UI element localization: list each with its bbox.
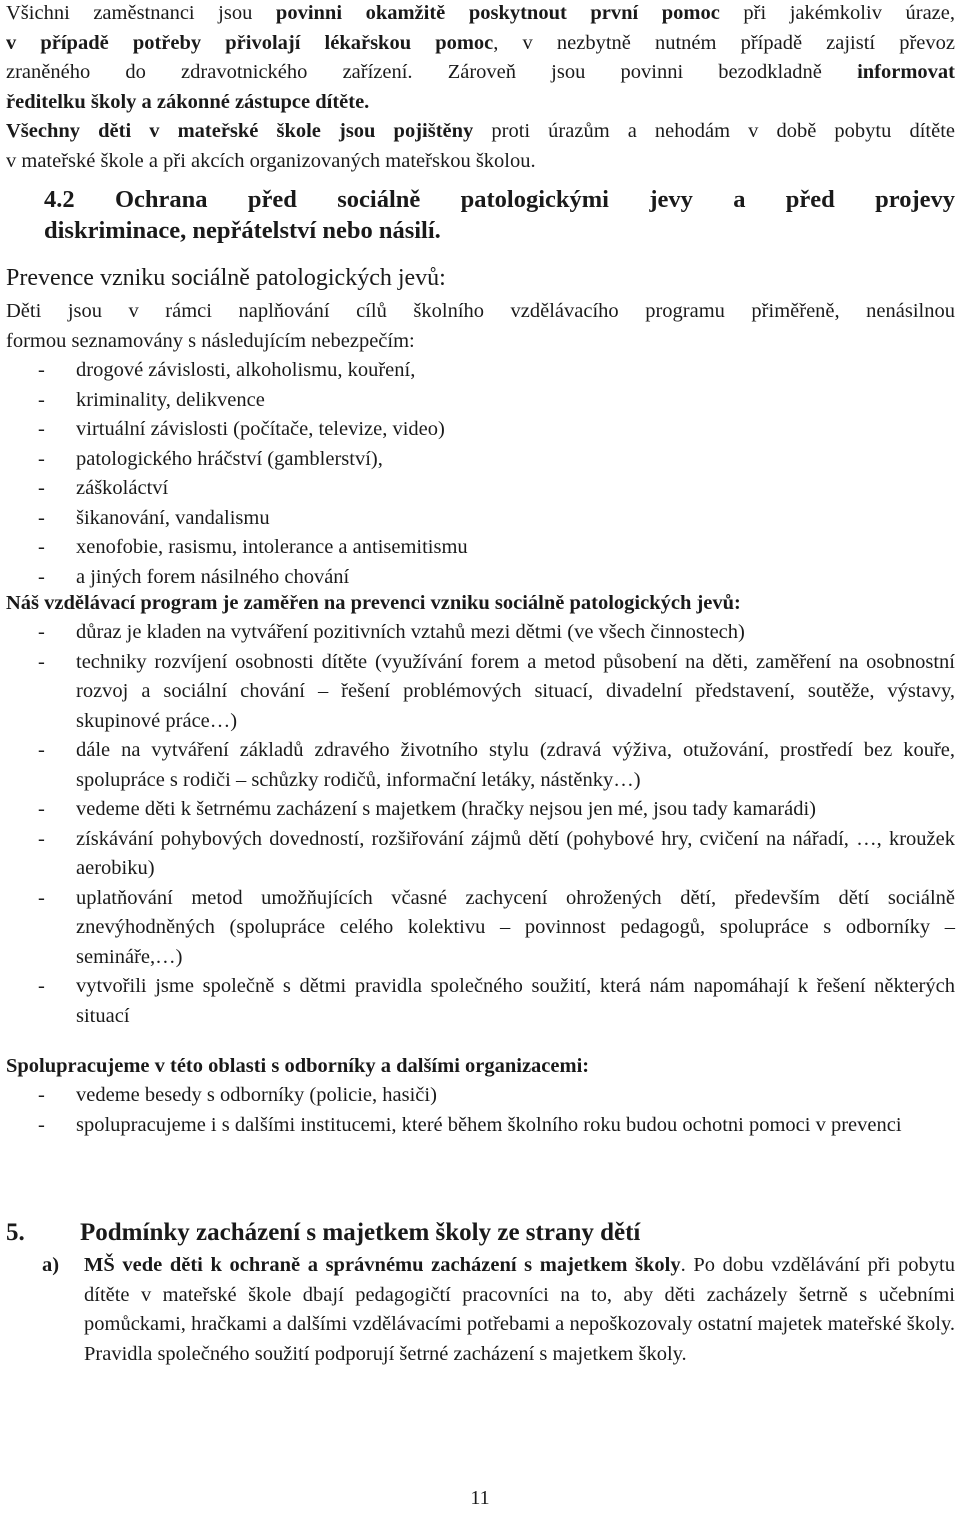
list-item-text: drogové závislosti, alkoholismu, kouření, xyxy=(76,359,416,381)
list-item-text: záškoláctví xyxy=(76,477,169,499)
intro-paragraph xyxy=(6,0,955,176)
section-heading-4-2 xyxy=(44,184,955,246)
list-item xyxy=(6,618,955,648)
item-body-text: . Po dobu vzdělávání při pobytu dítěte v mateřské škole dbají pedagogičtí pracovníci na to, aby děti zacházely šetrně s učebními pomůckami, hračkami a dalšími vzdělávacími potřebami a nepoškozovaly ostatní majetek mateřské školy. Pravidla společného soužití podporují šetrné zacházení s majetkem školy. xyxy=(84,1254,955,1365)
list-item-text: techniky rozvíjení osobnosti dítěte (využívání forem a metod působení na děti, zaměření na osobnostní rozvoj a sociální chování – řešení problémových situací, divadelní představení, soutěže, výstavy, skupinové práce…) xyxy=(76,650,955,732)
list-item xyxy=(6,1081,955,1111)
intro-text: při jakémkoliv úraze, xyxy=(719,2,955,24)
intro-line-5 xyxy=(6,117,955,147)
prevention-intro-line-2: formou seznamovány s následujícím nebezpečím: xyxy=(6,329,415,352)
list-item xyxy=(6,533,955,563)
intro-line-6 xyxy=(6,147,955,177)
intro-text: proti úrazům a nehodám v době pobytu dítěte xyxy=(473,120,955,142)
dash-bullet: - xyxy=(38,418,45,440)
list-item xyxy=(6,504,955,534)
insurance-bold-text: Všechny děti v mateřské škole jsou pojištěny xyxy=(6,120,474,142)
prevention-heading: Prevence vzniku sociálně patologických jevů: xyxy=(6,265,446,291)
dash-bullet: - xyxy=(38,1113,45,1136)
list-item xyxy=(6,795,955,825)
list-item xyxy=(6,972,955,1031)
intro-bold-text: informovat xyxy=(857,61,955,83)
dash-bullet: - xyxy=(38,477,45,499)
dash-bullet: - xyxy=(38,975,45,997)
list-item-text: spolupracujeme i s dalšími institucemi, které během školního roku budou ochotni pomoci v prevenci xyxy=(76,1113,902,1136)
program-heading: Náš vzdělávací program je zaměřen na prevenci vzniku sociálně patologických jevů: xyxy=(6,592,741,614)
list-item-text: uplatňování metod umožňujících včasné zachycení ohrožených dětí, především dětí sociálně znevýhodněných (spolupráce celého kolektivu – povinnost pedagogů, spolupráce s odborníky – semináře,…) xyxy=(76,886,955,968)
dangers-list xyxy=(6,356,955,592)
list-item xyxy=(6,736,955,795)
dash-bullet: - xyxy=(38,739,45,761)
dash-bullet: - xyxy=(38,447,45,470)
dash-bullet: - xyxy=(38,565,45,588)
intro-text: Všichni zaměstnanci jsou xyxy=(6,2,276,24)
list-item xyxy=(6,356,955,386)
intro-bold-text: ředitelku školy a zákonné zástupce dítěte. xyxy=(6,90,370,113)
list-item-text: a jiných forem násilného chování xyxy=(76,565,350,588)
list-item-text: vytvořili jsme společně s dětmi pravidla společného soužití, která nám napomáhají k řešení některých situací xyxy=(76,975,955,1027)
section-number: 5. xyxy=(6,1219,25,1246)
dash-bullet: - xyxy=(38,536,45,558)
heading-line-1: 4.2 Ochrana před sociálně patologickými jevy a před projevy xyxy=(44,186,955,213)
intro-bold-text: povinni okamžitě poskytnout první pomoc xyxy=(275,2,720,24)
list-item-text: xenofobie, rasismu, intolerance a antisemitismu xyxy=(76,536,468,558)
list-item xyxy=(6,474,955,504)
intro-line-4 xyxy=(6,88,955,118)
list-item xyxy=(6,1111,955,1141)
list-item-text: získávání pohybových dovedností, rozšiřování zájmů dětí (pohybové hry, cvičení na nářadí, …, kroužek aerobiku) xyxy=(76,827,955,879)
dash-bullet: - xyxy=(38,359,45,381)
list-item-text: dále na vytváření základů zdravého životního stylu (zdravá výživa, otužování, prostředí bez kouře, spolupráce s rodiči – schůzky rodičů, informační letáky, nástěnky…) xyxy=(76,739,955,791)
list-item-text: vedeme besedy s odborníky (policie, hasiči) xyxy=(76,1084,437,1106)
list-item-text: důraz je kladen na vytváření pozitivních vztahů mezi dětmi (ve všech činnostech) xyxy=(76,621,745,643)
section-heading-5 xyxy=(6,1216,955,1250)
list-item xyxy=(6,415,955,445)
dash-bullet: - xyxy=(38,798,45,820)
item-label: a) xyxy=(42,1254,60,1276)
intro-bold-text: v případě potřeby přivolají lékařskou pomoc xyxy=(6,31,494,54)
intro-line-3 xyxy=(6,58,955,88)
intro-text: , v nezbytně nutném případě zajistí převoz xyxy=(493,31,955,54)
dash-bullet: - xyxy=(38,886,45,909)
cooperation-list xyxy=(6,1081,955,1140)
section-5a xyxy=(42,1251,955,1369)
dash-bullet: - xyxy=(38,650,45,673)
prevention-intro xyxy=(6,297,955,356)
section-title: Podmínky zacházení s majetkem školy ze strany dětí xyxy=(80,1219,641,1246)
list-item-text: virtuální závislosti (počítače, televize, video) xyxy=(76,418,445,440)
intro-line-2 xyxy=(6,29,955,59)
dash-bullet: - xyxy=(38,388,45,411)
item-text xyxy=(84,1251,955,1369)
list-item xyxy=(6,648,955,737)
intro-text: zraněného do zdravotnického zařízení. Zároveň jsou povinni bezodkladně xyxy=(6,61,858,83)
list-item-text: patologického hráčství (gamblerství), xyxy=(76,447,383,470)
list-item xyxy=(6,563,955,593)
list-item xyxy=(6,825,955,884)
heading-line-2: diskriminace, nepřátelství nebo násilí. xyxy=(44,217,441,244)
dash-bullet: - xyxy=(38,1084,45,1106)
prevention-intro-line-1: Děti jsou v rámci naplňování cílů školního vzdělávacího programu přiměřeně, nenásilnou xyxy=(6,300,955,322)
list-item-text: šikanování, vandalismu xyxy=(76,506,270,529)
dash-bullet: - xyxy=(38,827,45,850)
item-bold-text: MŠ vede děti k ochraně a správnému zacházení s majetkem školy xyxy=(84,1254,681,1276)
page-number: 11 xyxy=(470,1487,490,1509)
list-item xyxy=(42,1251,955,1369)
intro-line-1 xyxy=(6,0,955,29)
list-item xyxy=(6,386,955,416)
list-item-text: kriminality, delikvence xyxy=(76,388,265,411)
intro-text: v mateřské škole a při akcích organizovaných mateřskou školou. xyxy=(6,149,536,172)
dash-bullet: - xyxy=(38,621,45,643)
list-item xyxy=(6,884,955,973)
list-item-text: vedeme děti k šetrnému zacházení s majetkem (hračky nejsou jen mé, jsou tady kamarádi) xyxy=(76,798,816,820)
list-item xyxy=(6,445,955,475)
cooperation-heading: Spolupracujeme v této oblasti s odborníky a dalšími organizacemi: xyxy=(6,1055,590,1077)
program-list xyxy=(6,618,955,1031)
dash-bullet: - xyxy=(38,506,45,529)
